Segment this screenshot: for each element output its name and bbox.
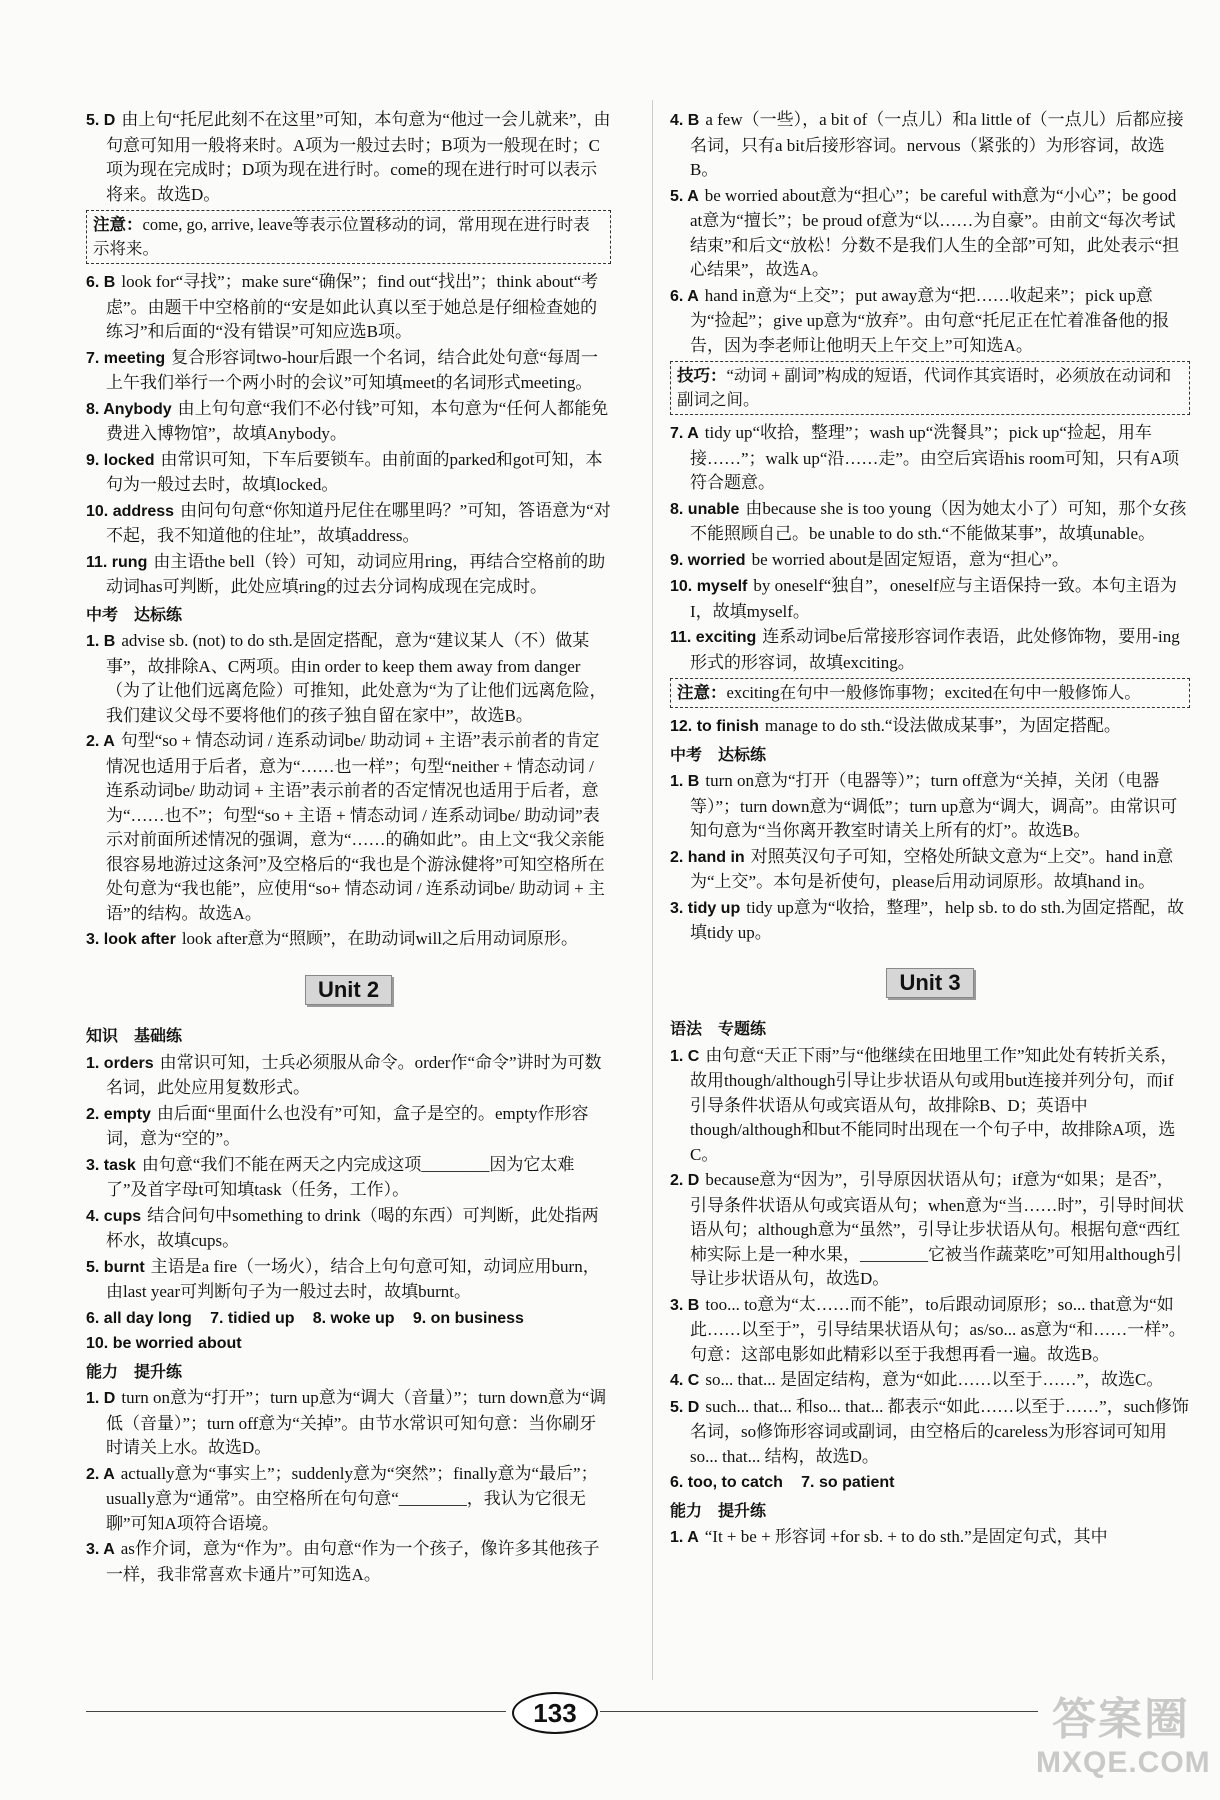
answer-explanation: so... that... 是固定结构，意为“如此……以至于……”，故选C。 <box>705 1370 1164 1389</box>
answer-key: 8. Anybody <box>86 400 172 418</box>
answer-item <box>670 714 1190 740</box>
section-heading: 中考 达标练 <box>670 746 767 764</box>
watermark-url: MXQE.COM <box>1036 1746 1211 1779</box>
tip-text: exciting在句中一般修饰事物；excited在句中一般修饰人。 <box>726 683 1141 702</box>
answer-item <box>86 108 611 207</box>
answer-key: 1. D <box>86 1390 116 1407</box>
page-rule-right <box>600 1711 1038 1712</box>
answer-explanation: 句型“so + 情态动词 / 连系动词be/ 助动词 + 主语”表示前者的肯定情况也适用于后者，意为“……也一样”；句型“neither + 情态动词 / 连系动词be/ 助动词 + 主语”表示前者的否定情况也适用于后者，意为“……也不”；句型“so + 主语 + 情态动词 / 连系动词be/ 助动词”表示对前面所述情况的强调，意为“……的确如此”。由上文“我父亲能很容易地游过这条河”及空格后的“我也是个游泳健将”可知空格所在处句意为“我也能”，应使用“so+ 情态动词 / 连系动词be/ 助动词 + 主语”的结构。故选A。 <box>106 731 605 923</box>
answer-key: 2. D <box>670 1172 700 1189</box>
answer-key: 9. worried <box>670 551 746 569</box>
watermark-logo <box>1036 1694 1211 1790</box>
answer-key: 2. hand in <box>670 848 745 866</box>
answer-explanation: 复合形容词two-hour后跟一个名词，结合此处句意“每周一上午我们举行一个两小时的会议”可知填meet的名词形式meeting。 <box>106 347 599 392</box>
answer-key: 12. to finish <box>670 718 759 735</box>
unit-title: Unit 3 <box>886 968 973 999</box>
answer-item <box>670 108 1190 183</box>
left-advanced-items <box>86 1386 611 1587</box>
watermark-text: 答案圈 <box>1052 1695 1190 1744</box>
right-grammar-items <box>670 1044 1190 1470</box>
answer-explanation: 由问句句意“你知道丹尼住在哪里吗？”可知，答语意为“对不起，我不知道他的住址”，故填address。 <box>106 500 611 545</box>
answer-explanation: such... that... 和so... that... 都表示“如此……以至于……”，such修饰名词，so修饰形容词或副词，由空格后的careless为形容词可知用so... that... 结构，故选D。 <box>690 1396 1189 1466</box>
answer-key: 11. exciting <box>670 629 757 646</box>
answer-explanation: by oneself“独自”，oneself应与主语保持一致。本句主语为I，故填myself。 <box>690 576 1177 621</box>
answer-explanation: turn on意为“打开”；turn up意为“调大（音量）”；turn down意为“调低（音量）”；turn off意为“关掉”。由节水常识可知句意：当你刷牙时请关上水。故选D。 <box>106 1388 607 1457</box>
answer-item <box>670 896 1190 946</box>
answer-item <box>670 421 1190 496</box>
tip-box <box>670 361 1190 415</box>
tip-box <box>670 678 1190 708</box>
answer-key: 7. meeting <box>86 349 166 367</box>
left-top-items <box>86 108 611 600</box>
answer-key: 3. A <box>86 1541 115 1558</box>
answer-key: 1. orders <box>86 1054 154 1072</box>
answer-item <box>670 1525 1190 1551</box>
answer-key: 2. empty <box>86 1105 151 1123</box>
unit-title: Unit 2 <box>305 975 392 1006</box>
answer-key: 6. B <box>86 274 116 291</box>
answer-item <box>670 1168 1190 1292</box>
answer-explanation: tidy up意为“收拾，整理”，help sb. to do sth.为固定搭配，故填tidy up。 <box>690 897 1184 942</box>
answer-key: 11. rung <box>86 553 148 571</box>
answer-item <box>670 769 1190 844</box>
answer-item <box>86 1386 611 1461</box>
left-column <box>86 108 611 1588</box>
answer-explanation: 主语是a fire（一场火），结合上句句意可知，动词应用burn，由last year可判断句子为一般过去时，故填burnt。 <box>106 1256 600 1301</box>
answer-explanation: actually意为“事实上”；suddenly意为“突然”；finally意为“最后”；usually意为“通常”。由空格所在句句意“________，我认为它很无聊”可知A项符合语境。 <box>106 1463 598 1533</box>
answer-key: 4. B <box>670 112 700 129</box>
answer-item <box>86 1204 611 1254</box>
tip-label: 注意： <box>93 216 143 234</box>
answer-item <box>86 1537 611 1587</box>
answer-item <box>670 284 1190 359</box>
answer-item <box>86 629 611 728</box>
answer-explanation: hand in意为“上交”；put away意为“把……收起来”；pick up意为“捡起”；give up意为“放弃”。由句意“托尼正在忙着准备他的报告，因为李老师让他明天上午交上”可知选A。 <box>690 285 1170 355</box>
answer-item <box>86 1102 611 1152</box>
answer-item <box>670 1368 1190 1394</box>
answer-key: 8. unable <box>670 500 740 518</box>
tip-label: 注意： <box>677 684 727 702</box>
inline-answer: 7. tidied up <box>210 1309 295 1327</box>
answer-key: 5. D <box>86 112 116 129</box>
answer-item <box>86 1462 611 1537</box>
left-basic-items <box>86 1051 611 1305</box>
answer-item <box>86 550 611 600</box>
answer-explanation: turn on意为“打开（电器等）”；turn off意为“关掉，关闭（电器等）”；turn down意为“调低”；turn up意为“调大，调高”。由常识可知句意为“当你离开教室时请关上所有的灯”。故选B。 <box>690 771 1178 840</box>
answer-key: 9. locked <box>86 451 155 469</box>
answer-item <box>86 1153 611 1203</box>
answer-key: 7. A <box>670 425 699 442</box>
answer-item <box>670 184 1190 283</box>
inline-answers <box>86 1331 611 1357</box>
inline-answers <box>670 1470 1190 1496</box>
right-top-items <box>670 108 1190 740</box>
answer-explanation: 由主语the bell（铃）可知，动词应用ring，再结合空格前的助动词has可判断，此处应填ring的过去分词构成现在完成时。 <box>106 551 606 596</box>
answer-item <box>670 497 1190 547</box>
answer-key: 1. C <box>670 1047 700 1065</box>
inline-answer: 8. woke up <box>312 1309 395 1327</box>
answer-explanation: look after意为“照顾”，在助动词will之后用动词原形。 <box>181 929 578 948</box>
answer-key: 3. tidy up <box>670 899 741 917</box>
page-number: 133 <box>512 1692 598 1734</box>
answer-explanation: 由后面“里面什么也没有”可知，盒子是空的。empty作形容词，意为“空的”。 <box>106 1103 589 1148</box>
answer-explanation: 结合问句中something to drink（喝的东西）可判断，此处指两杯水，故填cups。 <box>106 1205 599 1250</box>
answer-item <box>670 845 1190 895</box>
answer-explanation: 由句意“天正下雨”与“他继续在田地里工作”知此处有转折关系，故用though/although引导让步状语从句或用but连接并列分句，而if引导条件状语从句或宾语从句，故排除B、D；英语中though/although和but不能同时出现在一个句子中，故排除A项，选C。 <box>690 1045 1178 1164</box>
answer-key: 4. C <box>670 1372 700 1389</box>
answer-explanation: manage to do sth.“设法做成某事”，为固定搭配。 <box>764 716 1121 735</box>
left-zhongkao-items <box>86 629 611 953</box>
answer-explanation: 由上句句意“我们不必付钱”可知，本句意为“任何人都能免费进入博物馆”，故填Anybody。 <box>106 398 609 443</box>
inline-answers <box>86 1306 611 1332</box>
answer-key: 2. A <box>86 733 115 750</box>
right-column <box>670 108 1190 1552</box>
answer-explanation: 由常识可知，下车后要锁车。由前面的parked和got可知，本句为一般过去时，故填locked。 <box>106 449 603 494</box>
right-zhongkao-items <box>670 769 1190 946</box>
answer-explanation: 对照英汉句子可知，空格处所缺文意为“上交”。hand in意为“上交”。本句是祈使句，please后用动词原形。故填hand in。 <box>690 846 1174 891</box>
answer-explanation: a few（一些），a bit of（一点儿）和a little of（一点儿）后都应接名词，只有a bit后接形容词。nervous（紧张的）为形容词，故选B。 <box>690 110 1184 179</box>
answer-explanation: because意为“因为”，引导原因状语从句；if意为“如果；是否”，引导条件状语从句或宾语从句；when意为“当……时”，引导时间状语从句；although意为“虽然”，引导让步状语从句。根据句意“西红柿实际上是一种水果，________它被当作蔬菜吃”可知用although引导让步状语从句，故选D。 <box>690 1170 1184 1288</box>
tip-box <box>86 210 611 264</box>
answer-explanation: tidy up“收拾，整理”；wash up“洗餐具”；pick up“捡起，用车接……”；walk up“沿……走”。由空后宾语his room可知，只有A项符合题意。 <box>690 423 1180 492</box>
section-heading: 能力 提升练 <box>86 1363 183 1381</box>
answer-item <box>670 1293 1190 1368</box>
inline-answer: 7. so patient <box>801 1474 895 1491</box>
answer-explanation: 由because she is too young（因为她太小了）可知，那个女孩不能照顾自己。be unable to do sth.“不能做某事”，故填unable。 <box>690 498 1187 543</box>
section-heading: 中考 达标练 <box>86 606 183 624</box>
tip-label: 技巧： <box>677 367 727 385</box>
answer-explanation: 由常识可知，士兵必须服从命令。order作“命令”讲时为可数名词，此处应用复数形式。 <box>106 1052 602 1097</box>
answer-key: 3. task <box>86 1156 136 1174</box>
answer-key: 1. B <box>86 633 116 650</box>
answer-key: 3. B <box>670 1296 700 1314</box>
answer-key: 1. B <box>670 773 700 790</box>
answer-key: 5. D <box>670 1398 700 1416</box>
answer-explanation: 由上句“托尼此刻不在这里”可知，本句意为“他过一会儿就来”，由句意可知用一般将来时。A项为一般过去时；B项为一般现在时；C项为现在完成时；D项为现在进行时。come的现在进行时可以表示将来。故选D。 <box>106 110 611 204</box>
column-divider <box>652 100 653 1680</box>
inline-answer: 9. on business <box>412 1309 524 1327</box>
section-heading: 能力 提升练 <box>670 1502 767 1520</box>
inline-answer: 10. be worried about <box>86 1335 242 1352</box>
answer-key: 5. A <box>670 187 699 205</box>
answer-key: 10. myself <box>670 578 748 595</box>
answer-explanation: look for“寻找”；make sure“确保”；find out“找出”；think about“考虑”。由题干中空格前的“安是如此认真以至于她总是仔细检查她的练习”和后面的“没有错误”可知应选B项。 <box>106 272 599 341</box>
tip-text: “动词 + 副词”构成的短语，代词作其宾语时，必须放在动词和副词之间。 <box>677 366 1172 409</box>
inline-answer: 6. all day long <box>86 1309 192 1327</box>
answer-key: 6. A <box>670 287 699 305</box>
answer-key: 10. address <box>86 502 175 520</box>
answer-explanation: 由句意“我们不能在两天之内完成这项________因为它太难了”及首字母t可知填task（任务，工作）。 <box>106 1154 575 1199</box>
answer-item <box>86 1051 611 1101</box>
answer-key: 3. look after <box>86 931 176 948</box>
answer-item <box>86 927 611 953</box>
answer-key: 1. A <box>670 1529 699 1546</box>
answer-explanation: “It + be + 形容词 +for sb. + to do sth.”是固定句式，其中 <box>704 1527 1108 1546</box>
answer-key: 5. burnt <box>86 1258 145 1276</box>
section-heading: 语法 专题练 <box>670 1021 767 1038</box>
answer-item <box>86 270 611 345</box>
answer-item <box>670 1044 1190 1168</box>
answer-explanation: 连系动词be后常接形容词作表语，此处修饰物，要用-ing形式的形容词，故填exciting。 <box>690 627 1180 672</box>
answer-item <box>86 729 611 926</box>
inline-answer: 6. too, to catch <box>670 1474 783 1491</box>
answer-key: 4. cups <box>86 1207 142 1225</box>
section-heading: 知识 基础练 <box>86 1028 183 1045</box>
answer-item <box>86 346 611 396</box>
answer-item <box>670 1395 1190 1470</box>
answer-explanation: too... to意为“太……而不能”，to后跟动词原形；so... that意为“如此……以至于”，引导结果状语从句；as/so... as意为“和……一样”。句意：这部电影如此精彩以至于我想再看一遍。故选B。 <box>690 1294 1186 1364</box>
page-rule-left <box>86 1711 506 1712</box>
answer-item <box>670 625 1190 675</box>
unit-banner <box>86 975 611 1006</box>
answer-item <box>86 397 611 447</box>
answer-key: 2. A <box>86 1465 115 1483</box>
answer-item <box>670 574 1190 624</box>
answer-item <box>86 1255 611 1305</box>
answer-item <box>86 448 611 498</box>
answer-explanation: be worried about是固定短语，意为“担心”。 <box>751 549 1069 569</box>
answer-explanation: advise sb. (not) to do sth.是固定搭配，意为“建议某人（不）做某事”，故排除A、C两项。由in order to keep them away from danger（为了让他们远离危险）可推知，此处意为“为了让他们远离危险，我们建议父母不要将他们的孩子独自留在家中”，故选B。 <box>106 631 607 725</box>
answer-explanation: as作介词，意为“作为”。由句意“作为一个孩子，像许多其他孩子一样，我非常喜欢卡通片”可知选A。 <box>106 1539 600 1584</box>
unit-banner <box>670 968 1190 999</box>
answer-explanation: be worried about意为“担心”；be careful with意为“小心”；be good at意为“擅长”；be proud of意为“以……为自豪”。由前文“每次考试结束”和后文“放松！分数不是我们人生的全部”可知，此处表示“担心结果”，故选A。 <box>690 185 1180 279</box>
answer-item <box>86 499 611 549</box>
tip-text: come, go, arrive, leave等表示位置移动的词，常用现在进行时表示将来。 <box>93 215 590 258</box>
answer-item <box>670 548 1190 574</box>
